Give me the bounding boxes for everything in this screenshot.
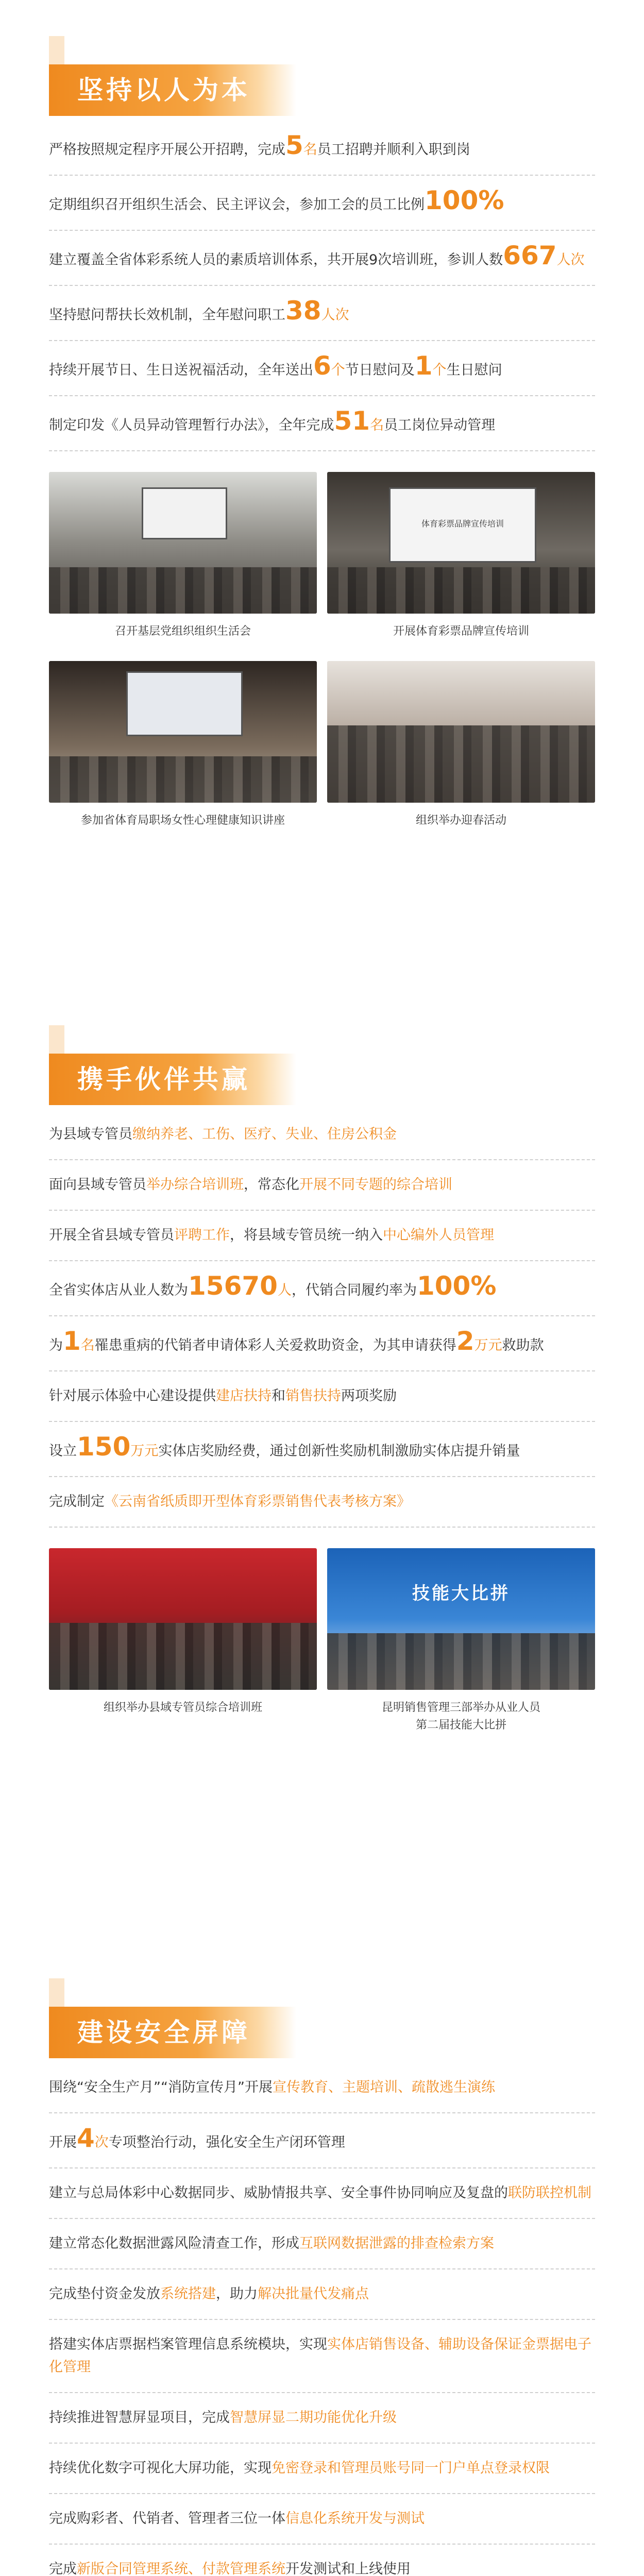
item-text: 持续优化数字可视化大屏功能，实现 (49, 2460, 272, 2476)
list-item (49, 1316, 595, 1371)
highlight-text: 智慧屏显二期功能优化升级 (230, 2410, 397, 2426)
highlight-number: 150 (77, 1432, 131, 1462)
item-text: 为县域专管员 (49, 1126, 132, 1142)
highlight-text: 系统搭建 (160, 2286, 216, 2302)
photo-grid (49, 1548, 595, 1734)
screen-text: 技能大比拼 (412, 1583, 510, 1604)
list-item (49, 1477, 595, 1528)
list-item (49, 1261, 595, 1316)
item-text: ，将县域专管员统一纳入 (230, 1227, 383, 1243)
photo-grid (49, 472, 595, 829)
item-text: 和 (272, 1388, 285, 1404)
section-people-oriented (0, 36, 644, 829)
highlight-text: 互联网数据泄露的排查检索方案 (299, 2235, 494, 2251)
bullet-list (0, 113, 644, 451)
item-text: 完成购彩者、代销者、管理者三位一体 (49, 2511, 285, 2527)
highlight-number: 4 (77, 2123, 95, 2153)
item-text: 救助款 (502, 1337, 544, 1353)
list-item (49, 2168, 595, 2219)
list-item (49, 2393, 595, 2444)
highlight-number: 100% (416, 1271, 497, 1301)
highlight-number: 2 (456, 1326, 474, 1356)
photo-group-training (49, 1548, 317, 1690)
highlight-text: 实体店销售设备、辅助设备保证金票据电子化管理 (49, 2336, 591, 2375)
item-text: 持续推进智慧屏显项目，完成 (49, 2410, 230, 2426)
highlight-text: 人次 (556, 252, 585, 268)
highlight-text: 名 (370, 417, 384, 433)
photo-training (327, 472, 595, 614)
section-title: 建设安全屏障 (49, 2007, 296, 2058)
item-text: 员工岗位异动管理 (384, 417, 496, 433)
highlight-number: 5 (285, 130, 303, 160)
photo-caption: 参加省体育局职场女性心理健康知识讲座 (80, 814, 285, 827)
list-item (49, 113, 595, 176)
highlight-text: 宣传教育、主题培训、疏散逃生演练 (272, 2079, 495, 2095)
item-text: 针对展示体验中心建设提供 (49, 1388, 216, 1404)
item-text: 完成垫付资金发放 (49, 2286, 160, 2302)
item-text: 围绕“安全生产月”“消防宣传月”开展 (49, 2079, 273, 2095)
highlight-number: 15670 (188, 1271, 278, 1301)
projection-screen (142, 487, 227, 539)
highlight-number: 51 (334, 406, 370, 436)
item-text: 员工招聘并顺利入职到岗 (317, 142, 470, 158)
list-item (49, 2494, 595, 2545)
highlight-number: 6 (313, 351, 331, 381)
item-text: 为 (49, 1337, 63, 1353)
item-text: 面向县域专管员 (49, 1177, 146, 1193)
item-text: 设立 (49, 1443, 77, 1459)
highlight-text: 万元 (474, 1337, 502, 1353)
section-header (0, 1025, 644, 1103)
highlight-number: 1 (414, 351, 433, 381)
photo-caption: 组织举办县域专管员综合培训班 (103, 1701, 262, 1714)
photo-caption: 开展体育彩票品牌宣传培训 (393, 625, 529, 638)
highlight-text: 次 (94, 2134, 109, 2150)
photo-meeting (49, 472, 317, 614)
item-text: ，助力 (216, 2286, 258, 2302)
highlight-text: 开展不同专题的综合培训 (299, 1177, 452, 1193)
photo-card (49, 1548, 317, 1734)
item-text: 定期组织召开组织生活会、民主评议会，参加工会的员工比例 (49, 197, 425, 213)
list-item (49, 2269, 595, 2320)
item-text: 生日慰问 (446, 362, 502, 378)
item-text: 建立与总局体彩中心数据同步、威胁情报共享、安全事件协同响应及复盘的 (49, 2185, 508, 2201)
item-text: 开发测试和上线使用 (285, 2561, 411, 2576)
item-text: 罹患重病的代销者申请体彩人关爱救助资金，为其申请获得 (94, 1337, 456, 1353)
highlight-number: 100% (425, 185, 504, 215)
item-text: 实体店奖励经费，通过创新性奖励机制激励实体店提升销量 (158, 1443, 520, 1459)
item-text: 完成 (49, 2561, 77, 2576)
photo-caption: 昆明销售管理三部举办从业人员 第二届技能大比拼 (381, 1701, 540, 1732)
section-security (0, 1978, 644, 2576)
list-item (49, 176, 595, 231)
item-text: 两项奖励 (341, 1388, 397, 1404)
item-text: ，代销合同履约率为 (291, 1282, 417, 1298)
screen-text: 体育彩票品牌宣传培训 (421, 519, 504, 529)
item-text: ，常态化 (244, 1177, 299, 1193)
section-partner-win (0, 1025, 644, 1734)
item-text: 建立常态化数据泄露风险清查工作，形成 (49, 2235, 299, 2251)
section-title: 坚持以人为本 (49, 64, 296, 116)
list-item (49, 396, 595, 451)
photo-caption: 召开基层党组织组织生活会 (114, 625, 251, 638)
section-header (0, 1978, 644, 2056)
list-item (49, 1211, 595, 1261)
highlight-number: 667 (503, 241, 557, 270)
list-item (49, 2444, 595, 2494)
highlight-text: 新版合同管理系统、付款管理系统 (77, 2561, 285, 2576)
item-text: 完成制定 (49, 1494, 105, 1510)
photo-card (49, 661, 317, 829)
photo-spring-event (327, 661, 595, 803)
highlight-text: 信息化系统开发与测试 (285, 2511, 425, 2527)
highlight-text: 中心编外人员管理 (383, 1227, 494, 1243)
highlight-text: 个 (331, 362, 345, 378)
item-text: 开展 (49, 2134, 77, 2150)
highlight-text: 人 (277, 1282, 292, 1298)
photo-card (327, 661, 595, 829)
list-item (49, 286, 595, 341)
section-title: 携手伙伴共赢 (49, 1054, 296, 1105)
highlight-text: 评聘工作 (174, 1227, 230, 1243)
bullet-list (0, 2056, 644, 2576)
item-text: 全省实体店从业人数为 (49, 1282, 188, 1298)
highlight-text: 《云南省纸质即开型体育彩票销售代表考核方案》 (105, 1494, 411, 1510)
item-text: 专项整治行动，强化安全生产闭环管理 (108, 2134, 345, 2150)
item-text: 建立覆盖全省体彩系统人员的素质培训体系，共开展9次培训班，参训人数 (49, 252, 503, 268)
photo-skills-contest (327, 1548, 595, 1690)
bullet-list (0, 1103, 644, 1528)
highlight-text: 名 (303, 142, 317, 158)
projection-screen (126, 671, 243, 736)
list-item (49, 2113, 595, 2168)
highlight-number: 1 (63, 1326, 81, 1356)
photo-caption: 组织举办迎春活动 (415, 814, 506, 827)
list-item (49, 341, 595, 396)
photo-card (49, 472, 317, 640)
section-header (0, 36, 644, 113)
list-item (49, 1422, 595, 1477)
highlight-text: 名 (80, 1337, 95, 1353)
highlight-text: 缴纳养老、工伤、医疗、失业、住房公积金 (132, 1126, 397, 1142)
list-item (49, 1371, 595, 1422)
highlight-number: 38 (285, 296, 321, 326)
list-item (49, 2219, 595, 2269)
item-text: 严格按照规定程序开展公开招聘，完成 (49, 142, 285, 158)
list-item (49, 2320, 595, 2393)
photo-lecture (49, 661, 317, 803)
highlight-text: 万元 (130, 1443, 159, 1459)
item-text: 节日慰问及 (345, 362, 415, 378)
item-text: 搭建实体店票据档案管理信息系统模块，实现 (49, 2336, 327, 2352)
item-text: 坚持慰问帮扶长效机制，全年慰问职工 (49, 307, 285, 323)
item-text: 持续开展节日、生日送祝福活动，全年送出 (49, 362, 313, 378)
item-text: 开展全省县域专管员 (49, 1227, 174, 1243)
list-item (49, 2056, 595, 2113)
highlight-text: 举办综合培训班 (146, 1177, 244, 1193)
highlight-text: 建店扶持 (216, 1388, 272, 1404)
photo-card (327, 1548, 595, 1734)
projection-screen (389, 487, 536, 563)
highlight-text: 免密登录和管理员账号同一门户单点登录权限 (272, 2460, 550, 2476)
highlight-text: 联防联控机制 (508, 2185, 591, 2201)
highlight-text: 人次 (321, 307, 349, 323)
highlight-text: 个 (432, 362, 447, 378)
list-item (49, 1160, 595, 1211)
list-item (49, 1103, 595, 1160)
photo-card (327, 472, 595, 640)
list-item (49, 2545, 595, 2576)
highlight-text: 解决批量代发痛点 (258, 2286, 369, 2302)
item-text: 制定印发《人员异动管理暂行办法》，全年完成 (49, 417, 334, 433)
highlight-text: 销售扶持 (285, 1388, 341, 1404)
list-item (49, 231, 595, 286)
